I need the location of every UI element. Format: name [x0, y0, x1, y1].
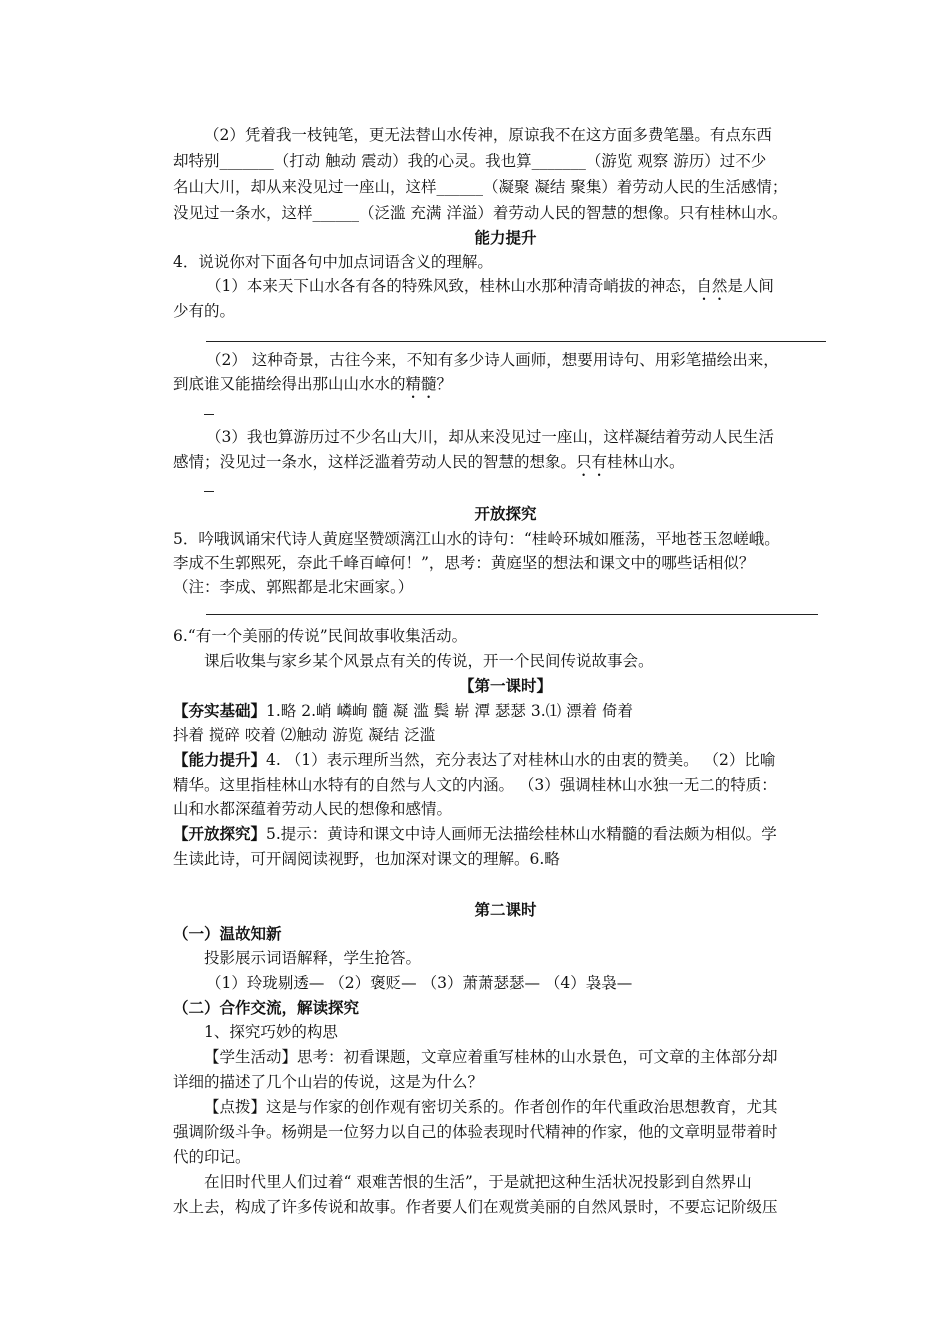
text-line: 山和水都深蕴着劳动人民的想像和感情。 — [173, 800, 453, 818]
text-line: 李成不生郭熙死，奈此千峰百嶂何！”，思考：黄庭坚的想法和课文中的哪些话相似？ — [173, 554, 755, 572]
text-span: （1）本来天下山水各有各的特殊风致，桂林山水那种清奇峭拔的神态， — [206, 277, 697, 295]
text-line: 水上去，构成了许多传说和故事。作者要人们在观赏美丽的自然风景时，不要忘记阶级压 — [173, 1198, 778, 1216]
text-span: 感情；没见过一条水，这样泛滥着劳动人民的智慧的想象。 — [173, 453, 577, 471]
text-line: 没见过一条水，这样______（泛滥 充满 洋溢）着劳动人民的智慧的想像。只有桂林山水。 — [173, 204, 788, 222]
answer-line — [206, 341, 826, 342]
subsection-heading: （二）合作交流，解读探究 — [173, 998, 360, 1017]
emphasized-word: 精髓 — [405, 375, 437, 393]
answer-open — [173, 822, 838, 846]
text-line: （1）玲珑剔透— （2）褒贬— （3）萧萧瑟瑟— （4）袅袅— — [206, 974, 633, 992]
text-span: 4. （1）表示理所当然，充分表达了对桂林山水的由衷的赞美。 （2）比喻 — [266, 751, 776, 769]
question-6: 6.“有一个美丽的传说”民间故事收集活动。 — [173, 627, 468, 645]
answer-label: 【夯实基础】 — [173, 701, 267, 720]
text-line: 强调阶级斗争。杨朔是一位努力以自己的体验表现时代精神的作家，他的文章明显带着时 — [173, 1123, 778, 1141]
lesson-two-heading: 第二课时 — [474, 900, 537, 919]
text-line: 在旧时代里人们过着“ 艰难苦恨的生活”，于是就把这种生活状况投影到自然界山 — [204, 1173, 752, 1191]
question-4: 4．说说你对下面各句中加点词语含义的理解。 — [173, 253, 493, 271]
answer-line — [206, 614, 818, 615]
question-4-2: （2） 这种奇景，古往今来，不知有多少诗人画师，想要用诗句、用彩笔描绘出来， — [206, 351, 779, 369]
text-line: 1、探究巧妙的构思 — [204, 1023, 338, 1041]
question-5: 5．吟哦讽诵宋代诗人黄庭坚赞颂漓江山水的诗句：“桂岭环城如雁荡，平地苍玉忽嵯峨。 — [173, 530, 780, 548]
text-line — [173, 450, 838, 480]
answer-label: 【开放探究】 — [173, 824, 267, 843]
text-line: 【点拨】这是与作家的创作观有密切关系的。作者创作的年代重政治思想教育，尤其 — [204, 1098, 778, 1116]
text-span: 是人间 — [727, 277, 774, 295]
text-line: 【学生活动】思考：初看课题，文章应着重写桂林的山水景色，可文章的主体部分却 — [204, 1048, 778, 1066]
answer-line — [204, 414, 214, 415]
text-line: 名山大川，却从来没见过一座山，这样______（凝聚 凝结 聚集）着劳动人民的生活感情； — [173, 178, 788, 196]
text-span: 到底谁又能描绘得出那山山水水的 — [173, 375, 406, 393]
section-heading-open: 开放探究 — [474, 504, 537, 523]
answer-basics — [173, 699, 838, 723]
text-line: 抖着 搅碎 咬着 ⑵触动 游览 凝结 泛滥 — [173, 726, 436, 744]
emphasized-word: 自然 — [696, 277, 728, 295]
text-span: 桂林山水。 — [607, 453, 685, 471]
text-line — [173, 372, 838, 402]
text-line: 详细的描述了几个山岩的传说，这是为什么？ — [173, 1073, 484, 1091]
text-line: （注：李成、郭熙都是北宋画家。） — [173, 578, 414, 596]
subsection-heading: （一）温故知新 — [173, 924, 282, 943]
section-heading-ability: 能力提升 — [474, 228, 537, 247]
emphasized-word: 只有 — [576, 453, 608, 471]
text-line: 生读此诗，可开阔阅读视野，也加深对课文的理解。6.略 — [173, 850, 560, 868]
text-line: （2）凭着我一枝钝笔，更无法替山水传神，原谅我不在这方面多费笔墨。有点东西 — [204, 126, 772, 144]
text-span: 1.略 2.峭 嶙峋 髓 凝 滥 鬓 崭 潭 瑟瑟 3.⑴ 漂着 倚着 — [266, 702, 634, 720]
text-line: 代的印记。 — [173, 1148, 251, 1166]
text-span: 5.提示：黄诗和课文中诗人画师无法描绘桂林山水精髓的看法颇为相似。学 — [266, 825, 777, 843]
answer-ability — [173, 748, 838, 772]
text-span: ？ — [436, 375, 453, 393]
text-line: 投影展示词语解释，学生抢答。 — [204, 949, 422, 967]
answer-line — [204, 491, 214, 492]
question-4-3: （3）我也算游历过不少名山大川，却从来没见过一座山，这样凝结着劳动人民生活 — [206, 428, 774, 446]
answer-label: 【能力提升】 — [173, 750, 267, 769]
text-line: 课后收集与家乡某个风景点有关的传说，开一个民间传说故事会。 — [204, 652, 654, 670]
text-line: 却特别_______（打动 触动 震动）我的心灵。我也算_______（游览 观察 游历）过不少 — [173, 152, 767, 170]
text-line: 精华。这里指桂林山水特有的自然与人文的内涵。 （3）强调桂林山水独一无二的特质： — [173, 776, 777, 794]
answer-key-heading: 【第一课时】 — [458, 676, 552, 695]
text-line: 少有的。 — [173, 302, 236, 320]
